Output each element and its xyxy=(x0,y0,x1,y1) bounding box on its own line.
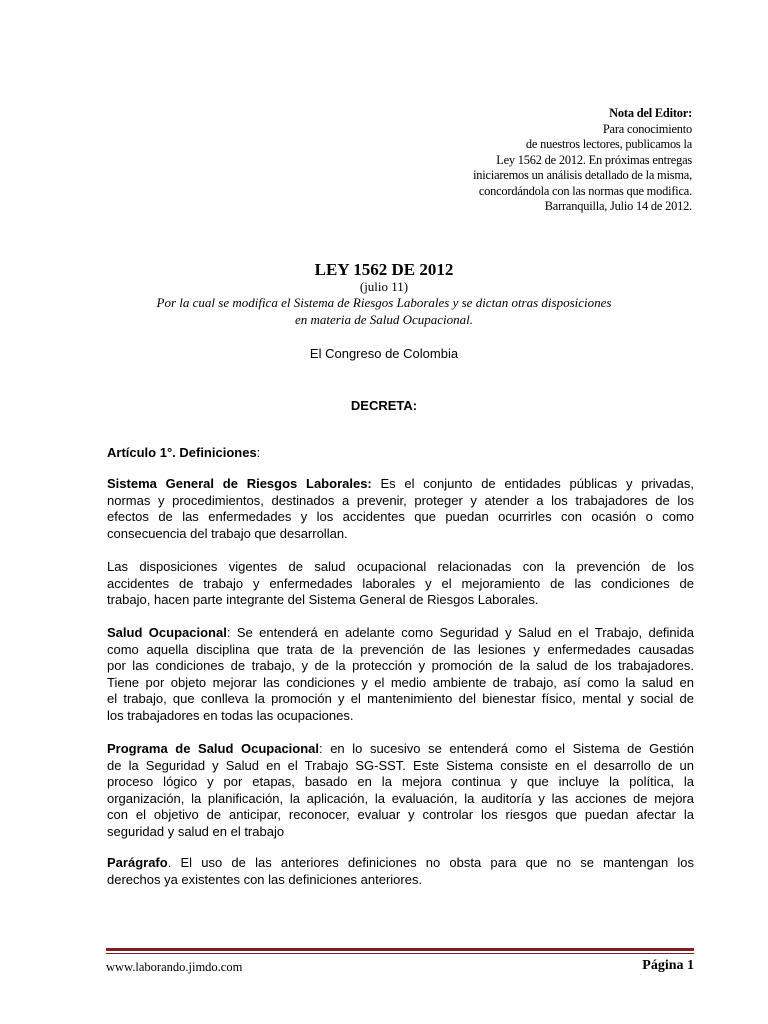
article-heading xyxy=(107,445,694,462)
paragraph-line: consecuencia del trabajo que desarrollan. xyxy=(107,525,348,541)
paragraph-line: Salud Ocupacional: Se entenderá en adelante como Seguridad y Salud en el Trabajo, definida xyxy=(107,625,695,640)
definition-term: Sistema General de Riesgos Laborales: xyxy=(107,476,372,491)
footer-divider xyxy=(106,948,694,951)
paragraph-line: como aquella disciplina que trata de la prevención de las lesiones y enfermedades causadas xyxy=(107,641,694,657)
article-heading-label: Artículo 1°. Definiciones xyxy=(107,445,257,460)
paragraph-disposiciones xyxy=(107,559,694,609)
paragraph-line: el trabajo, que conlleva la promoción y el mantenimiento del bienestar físico, mental y social de xyxy=(107,691,694,707)
paragraph-line: por las condiciones de trabajo, y de la protección y promoción de la salud de los trabajadores. xyxy=(107,658,694,674)
definition-term: Programa de Salud Ocupacional xyxy=(107,741,320,756)
decree-heading: DECRETA: xyxy=(350,398,418,413)
paragraph-line: organización, la planificación, la aplicación, la evaluación, la auditoría y las acciones de mejora xyxy=(107,790,694,806)
paragraph-line: Tiene por objeto mejorar las condiciones y el medio ambiente de trabajo, así como la salud en xyxy=(107,674,694,690)
paragraph-line: Las disposiciones vigentes de salud ocupacional relacionadas con la prevención de los xyxy=(107,559,694,574)
paragraph-salud-ocupacional xyxy=(107,625,694,725)
editor-note-line: Ley 1562 de 2012. En próximas entregas xyxy=(496,152,692,167)
definition-term: Parágrafo xyxy=(107,855,168,870)
paragraph-line: Parágrafo. El uso de las anteriores definiciones no obsta para que no se mantengan los xyxy=(107,855,694,870)
editor-note-title: Nota del Editor: xyxy=(609,106,692,120)
paragraph-line: los trabajadores en todas las ocupaciones. xyxy=(107,707,354,723)
paragraph-line: normas y procedimientos, destinados a prevenir, proteger y atender a los trabajadores de los xyxy=(107,492,694,508)
paragraph-line: seguridad y salud en el trabajo xyxy=(107,823,285,839)
article-heading-colon: : xyxy=(256,445,261,460)
paragraph-programa-salud xyxy=(107,741,694,841)
paragraph-line: Programa de Salud Ocupacional: en lo sucesivo se entenderá como el Sistema de Gestión xyxy=(107,741,694,756)
law-subtitle-line: en materia de Salud Ocupacional. xyxy=(295,311,473,327)
paragraph-line: trabajo, hacen parte integrante del Sistema General de Riesgos Laborales. xyxy=(107,592,539,608)
law-subtitle xyxy=(150,295,618,328)
footer-url: www.laborando.jimdo.com xyxy=(106,960,243,974)
editor-note xyxy=(362,106,692,215)
paragraph-sistema-general xyxy=(107,476,694,542)
paragraph-line: con el objetivo de anticipar, reconocer, evaluar y controlar los riesgos que puedan afectar la xyxy=(107,807,694,823)
paragraph-line: de la Seguridad y Salud en el Trabajo SG-SST. Este Sistema consiste en el desarrollo de un xyxy=(107,757,694,773)
law-title: LEY 1562 DE 2012 xyxy=(314,260,454,279)
editor-note-line: de nuestros lectores, publicamos la xyxy=(525,137,692,151)
page-number: Página 1 xyxy=(642,958,694,973)
paragraph-paragrafo xyxy=(107,855,694,888)
law-subtitle-line: Por la cual se modifica el Sistema de Riesgos Laborales y se dictan otras disposiciones xyxy=(156,295,612,310)
issuer: El Congreso de Colombia xyxy=(309,346,459,361)
paragraph-line: Sistema General de Riesgos Laborales: Es el conjunto de entidades públicas y privadas, xyxy=(107,476,694,491)
editor-note-line: Barranquilla, Julio 14 de 2012. xyxy=(544,199,692,213)
law-date: (julio 11) xyxy=(359,279,409,294)
paragraph-line: efectos de las enfermedades y los accidentes que puedan ocurrirles con ocasión o como xyxy=(107,509,694,525)
paragraph-line: derechos ya existentes con las definiciones anteriores. xyxy=(107,871,423,887)
editor-note-line: concordándola con las normas que modifica. xyxy=(478,183,692,198)
editor-note-line: Para conocimiento xyxy=(602,121,692,136)
definition-term: Salud Ocupacional xyxy=(107,625,227,640)
editor-note-line: iniciaremos un análisis detallado de la misma, xyxy=(473,168,692,182)
footer-divider-thin xyxy=(106,953,694,954)
paragraph-line: accidentes de trabajo y enfermedades laborales y el mejoramiento de las condiciones de xyxy=(107,575,694,591)
paragraph-line: proceso lógico y por etapas, basado en la mejora continua y que incluye la política, la xyxy=(107,774,694,790)
